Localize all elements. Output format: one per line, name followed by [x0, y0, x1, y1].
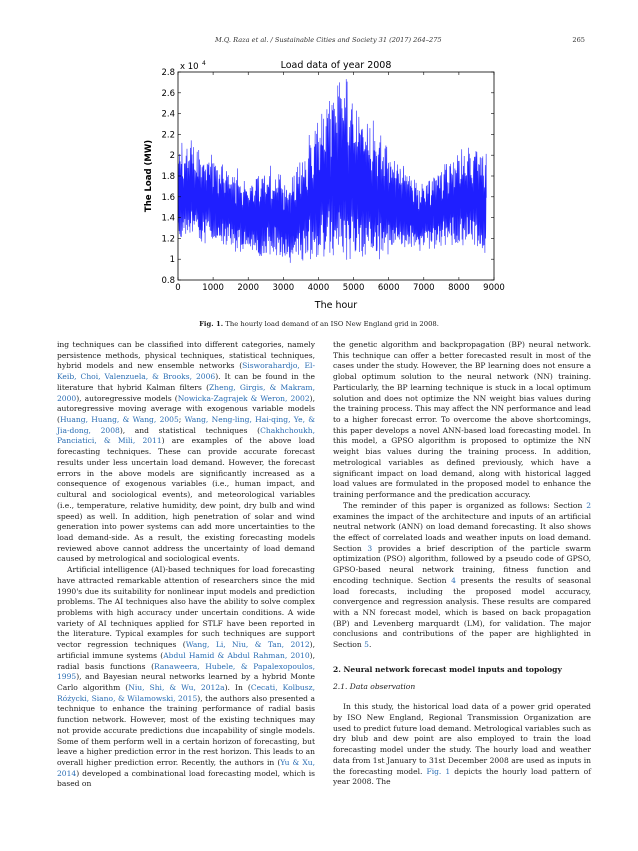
text-run: ) are examples of the above load forecasting techniques. These can provide accurate forecast results under less uncertain load demand. However, the forecast errors in the above models are significantly increased as a consequence of exogenous variables (i.e., human impact, and cultural and sociological events), and meteorological variables (i.e., temperature, relative humidity, dew point, dry bulb and wind speed) as well. In addition, high penetration of solar and wind generation into power systems can add more uncertainties to the load demand-side. As a result, the existing forecasting models reviewed above cannot address the uncertainty of load demand caused by metrological and sociological events. [57, 436, 315, 564]
y-tick-label: 1.2 [161, 234, 175, 245]
citation-link[interactable]: 3 [367, 543, 373, 553]
paragraph [57, 340, 315, 565]
y-tick-label: 2.4 [161, 109, 175, 120]
citation-link[interactable]: Sisworahardjo, El-Keib, Choi, Valenzuela, & Brooks, 2006 [57, 361, 315, 382]
text-run: ), artificial immune systems ( [57, 640, 316, 660]
citation-link[interactable]: Fig. 1 [426, 766, 451, 776]
subsection-heading: 2.1. Data observation [333, 681, 416, 691]
figure-caption-text: The hourly load demand of an ISO New England grid in 2008. [225, 320, 439, 328]
journal-citation: M.Q. Raza et al. / Sustainable Cities and Society 31 (2017) 264–275 [215, 36, 442, 44]
x-tick-label: 7000 [412, 283, 435, 293]
citation-link[interactable]: Huang, Huang, & Wang, 2005 [59, 415, 179, 425]
y-tick-label: 0.8 [161, 276, 175, 286]
x-tick-label: 2000 [237, 283, 260, 293]
text-run: ). In ( [224, 683, 251, 692]
page-number: 265 [572, 36, 585, 44]
text-run: depicts the hourly load pattern of year 2008. The [333, 766, 591, 787]
load-chart [140, 57, 510, 312]
right-column [333, 340, 591, 788]
x-tick-label: 0 [175, 283, 181, 293]
chart-title: Load data of year 2008 [280, 60, 392, 71]
text-run: ), and statistical techniques ( [119, 425, 261, 435]
y-axis-label: The Load (MW) [144, 139, 154, 213]
text-run: provides a brief description of the particle swarm optimization (PSO) algorithm, followed by a pseudo code of GPSO, GPSO-based neural network training, fitness function and encoding technique. Section [333, 543, 591, 585]
citation-link[interactable]: Yu & Xu, 2014 [57, 758, 315, 778]
citation-link[interactable]: Cecati, Kolbusz, Różycki, Siano, & Wilamowski, 2015 [57, 683, 315, 703]
x-tick-label: 5000 [342, 283, 365, 293]
citation-link[interactable]: Chakhchoukh, Panciatici, & Mili, 2011 [57, 425, 315, 446]
text-run: the genetic algorithm and backpropagation (BP) neural network. This technique can offer a better forecasted result in most of the cases under the study. However, the BP learning does not ensure a global optimum solution to the neural network (NN) training. Particularly, the BP learning technique is stuck in a local optimum solution and does not optimize the NN weight bias values during the training process. This may affect the NN performance and lead to a higher forecast error. To overcome the above shortcomings, this paper develops a novel ANN-based load forecasting model. In this model, a GPSO algorithm is proposed to optimize the NN weight bias values during the training process. In addition, metrological variables as defined previously, which have a significant impact on load demand, along with historical lagged load values are formulated in the proposed model to enhance the training performance and the predication accuracy. [333, 340, 591, 500]
page-header [0, 36, 638, 48]
x-tick-label: 1000 [202, 283, 224, 293]
citation-link[interactable]: 5 [364, 640, 369, 650]
text-run: The reminder of this paper is organized as follows: Section [343, 500, 587, 510]
figure-caption [0, 320, 638, 328]
left-column [57, 340, 315, 790]
y-tick-label: 2.2 [161, 130, 175, 141]
y-tick-label: 1.8 [161, 172, 175, 182]
citation-link[interactable]: Wang, Li, Niu, & Tan, 2012 [185, 640, 310, 650]
section-heading: 2. Neural network forecast model inputs and topology [333, 664, 562, 674]
text-run: ), the authors also presented a technique to enhance the training performance of radial basis function network. However, most of the existing techniques may not provide accurate predictions due incapability of single models. Some of them perform well in a certain horizon of forecasting, but leave a higher prediction error in the rest horizon. This leads to an overall higher prediction error. Recently, the authors in ( [57, 693, 315, 768]
text-run: ing techniques can be classified into different categories, namely persistence methods, physical techniques, statistical techniques, hybrid models and new ensemble networks ( [57, 340, 315, 371]
text-run: In this study, the historical load data of a power grid operated by ISO New England, Regional Transmission Organization are used to predict future load demand. Metrological variables such as dry blub and dew point are also employed to train the load forecasting model under the study. The hourly load and weather data from 1st January to 31st December 2008 are used as inputs in the forecasting model. [333, 702, 591, 776]
text-run: ). It can be found in the literature that hybrid Kalman filters ( [57, 372, 315, 392]
text-run: ), radial basis functions ( [57, 650, 315, 671]
citation-link[interactable]: Abdul Hamid & Abdul Rahman, 2010 [163, 650, 310, 660]
y-tick-label: 2 [169, 151, 175, 162]
citation-link[interactable]: 2 [586, 500, 591, 510]
x-tick-label: 3000 [272, 283, 295, 293]
citation-link[interactable]: Nowicka-Zagrajek & Weron, 2002 [177, 393, 310, 403]
citation-link[interactable]: Wang, Neng-ling, Hai-qing, Ye, & Jia-dong, 2008 [57, 415, 316, 435]
text-run: ), autoregressive moving average with exogenous variable models ( [57, 393, 315, 425]
y-scale-label: x 10 [180, 62, 199, 72]
paragraph [333, 702, 591, 788]
citation-link[interactable]: 4 [451, 575, 456, 585]
text-run: presents the results of seasonal load forecasts, including the proposed model accuracy, convergence and regression analysis. These results are compared with a NN forecast model, which is based on back propagation (BP) and Levenberg marquardt (LM), for validation. The major conclusions and contributions of the paper are highlighted in Section [333, 575, 591, 650]
text-run: ) developed a combinational load forecasting model, which is based on [57, 768, 315, 789]
y-scale-exponent: 4 [202, 60, 206, 67]
paragraph [333, 340, 591, 501]
paragraph [57, 565, 315, 790]
text-run: examines the impact of the architecture and inputs of an artificial neutral network (ANN) on load demand forecasting. It also shows the effect of correlated loads and weather inputs on load demand. Section [333, 511, 591, 553]
x-tick-label: 4000 [307, 283, 330, 293]
y-tick-label: 2.8 [161, 68, 175, 78]
y-tick-label: 1 [169, 255, 175, 266]
figure-label: Fig. 1. [199, 320, 224, 328]
x-tick-label: 6000 [377, 283, 400, 293]
citation-link[interactable]: Niu, Shi, & Wu, 2012a [128, 683, 225, 692]
text-run: ), and Bayesian neural networks learned by a hybrid Monte Carlo algorithm ( [57, 672, 315, 692]
paragraph [333, 501, 591, 651]
x-tick-label: 9000 [483, 283, 505, 293]
y-tick-label: 2.6 [161, 88, 175, 99]
text-run: ), autoregressive models ( [76, 393, 178, 403]
text-run: ; [178, 415, 185, 425]
x-tick-label: 8000 [448, 283, 470, 293]
text-run: Artificial intelligence (AI)-based techniques for load forecasting have attracted remarkable attention of researchers since the mid 1990's due its suitability for nonlinear input models and prediction problems. The AI techniques also have the ability to solve complex problems with high accuracy under uncertain conditions. A wide variety of AI techniques applied for STLF have been reported in the literature. Typical examples for such techniques are support vector regression techniques ( [57, 565, 315, 650]
y-tick-label: 1.4 [161, 213, 175, 224]
x-axis-label: The hour [314, 300, 358, 311]
text-run: . [368, 640, 372, 650]
citation-link[interactable]: Ranaweera, Hubele, & Papalexopoulos, 1995 [57, 661, 315, 682]
y-tick-label: 1.6 [161, 192, 175, 203]
citation-link[interactable]: Zheng, Girgis, & Makram, 2000 [57, 382, 315, 403]
